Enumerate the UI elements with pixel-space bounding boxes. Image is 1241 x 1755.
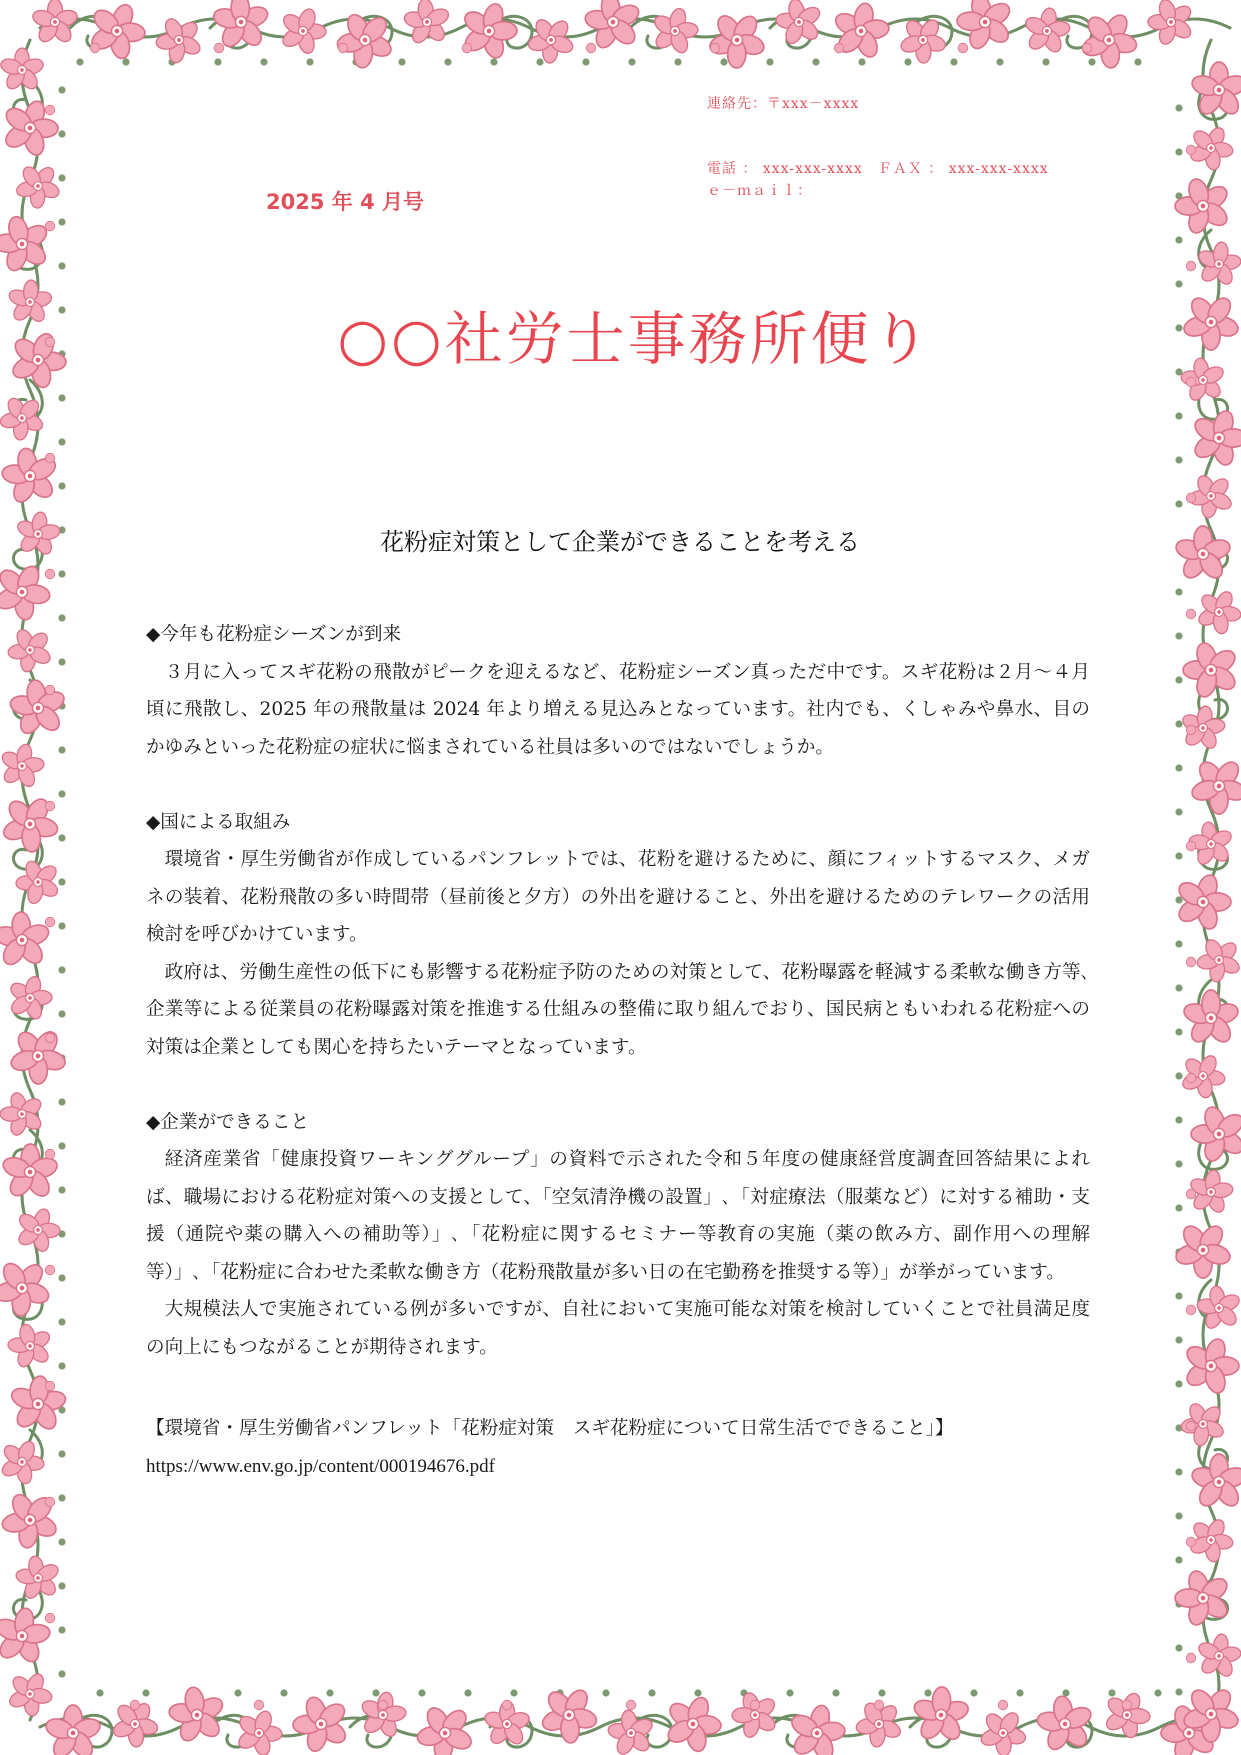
section-heading: ◆今年も花粉症シーズンが到来 <box>146 624 402 645</box>
issue-date: 2025 年 4 月号 <box>266 190 424 214</box>
article-body <box>146 616 1090 1485</box>
section-paragraph: 大規模法人で実施されている例が多いですが、自社において実施可能な対策を検討していくことで社員満足度の向上にもつながることが期待されます。 <box>146 1299 1090 1358</box>
section-paragraph: 政府は、労働生産性の低下にも影響する花粉症予防のための対策として、花粉曝露を軽減する柔軟な働き方等､企業等による従業員の花粉曝露対策を推進する仕組みの整備に取り組んでおり、国民病ともいわれる花粉症への対策は企業としても関心を持ちたいテーマとなっています。 <box>146 961 1090 1058</box>
section-paragraph: ３月に入ってスギ花粉の飛散がピークを迎えるなど、花粉症シーズン真っただ中です。スギ花粉は２月～４月頃に飛散し、2025 年の飛散量は 2024 年より増える見込みとなっています。社内でも、くしゃみや鼻水、目のかゆみといった花粉症の症状に悩まされている社員は多いのではないでしょうか。 <box>146 661 1090 758</box>
section-paragraph: 経済産業省「健康投資ワーキンググループ」の資料で示された令和５年度の健康経営度調査回答結果によれば、職場における花粉症対策への支援として、「空気清浄機の設置」､「対症療法（服薬など）に対する補助・支援（通院や薬の購入への補助等）」､「花粉症に関するセミナー等教育の実施（薬の飲み方、副作用への理解等）」､「花粉症に合わせた柔軟な働き方（花粉飛散量が多い日の在宅勤務を推奨する等）」が挙がっています。 <box>146 1149 1090 1283</box>
article-headline: 花粉症対策として企業ができることを考える <box>380 528 860 556</box>
section-companies <box>146 1104 1090 1367</box>
section-paragraph: 環境省・厚生労働省が作成しているパンフレットでは、花粉を避けるために、顔にフィットするマスク、メガネの装着、花粉飛散の多い時間帯（昼前後と夕方）の外出を避けること、外出を避けるためのテレワークの活用検討を呼びかけています。 <box>146 849 1090 945</box>
section-government <box>146 804 1090 1067</box>
section-heading: ◆企業ができること <box>146 1111 310 1133</box>
section-season <box>146 616 1090 766</box>
contact-phone-fax: 電話 ： xxx-xxx-xxxx ＦＡＸ ： xxx-xxx-xxxx <box>707 161 1049 177</box>
section-heading: ◆国による取組み <box>146 811 291 833</box>
contact-email: ｅ－ｍａｉｌ： <box>707 183 812 199</box>
reference-title: 【環境省・厚生労働省パンフレット「花粉症対策 スギ花粉症について日常生活でできること」】 <box>146 1418 954 1439</box>
contact-address: 連絡先：〒xxx－xxxx <box>707 96 860 112</box>
newsletter-title: ○○社労士事務所便り <box>337 305 933 373</box>
reference-link[interactable]: https://www.env.go.jp/content/000194676.pdf <box>146 1455 496 1477</box>
